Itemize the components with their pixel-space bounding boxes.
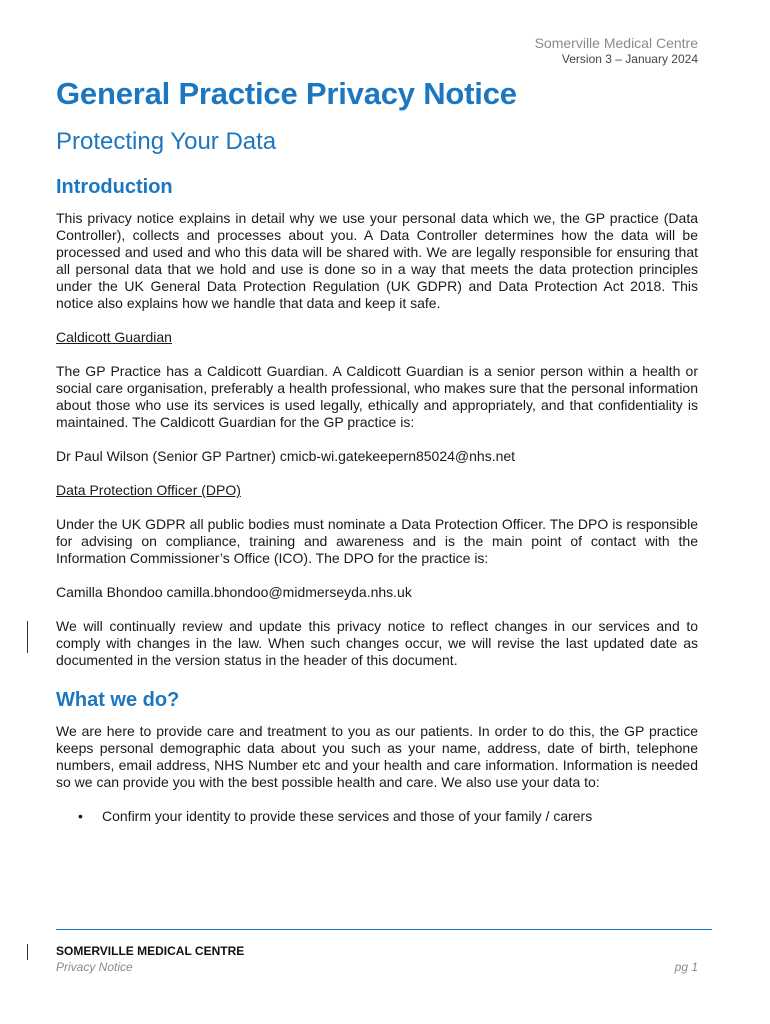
what-we-do-heading: What we do?: [56, 689, 180, 711]
footer-page-number: pg 1: [674, 960, 698, 974]
footer-document-title: Privacy Notice: [56, 960, 133, 974]
document-body: [56, 172, 698, 825]
introduction-paragraph: This privacy notice explains in detail why we use your personal data which we, the GP practice (Data Controller), collects and processes about you. A Data Controller determines how the data will be processed and used and who this data will be shared with. We are legally responsible for ensuring that all personal data that we hold and use is done so in a way that meets the data protection principles under the UK General Data Protection Regulation (UK GDPR) and Data Protection Act 2018. This notice also explains how we handle that data and keep it safe.: [56, 210, 698, 311]
introduction-heading: Introduction: [56, 176, 173, 198]
dpo-paragraph: Under the UK GDPR all public bodies must nominate a Data Protection Officer. The DPO is responsible for advising on compliance, training and awareness and is the main point of contact with the Information Commissioner’s Office (ICO). The DPO for the practice is:: [56, 516, 698, 566]
page-header: [535, 34, 698, 67]
review-paragraph: We will continually review and update this privacy notice to reflect changes in our services and to comply with changes in the law. When such changes occur, we will revise the last updated date as documented in the version status in the header of this document.: [56, 618, 698, 668]
caldicott-contact: Dr Paul Wilson (Senior GP Partner) cmicb-wi.gatekeepern85024@nhs.net: [56, 448, 516, 464]
change-bar: [27, 621, 28, 653]
change-bar: [27, 944, 28, 960]
dpo-contact: Camilla Bhondoo camilla.bhondoo@midmerseyda.nhs.uk: [56, 584, 412, 600]
what-we-do-paragraph: We are here to provide care and treatment to you as our patients. In order to do this, the GP practice keeps personal demographic data about you such as your name, address, date of birth, telephone numbers, email address, NHS Number etc and your health and care information. Information is needed so we can provide you with the best possible health and care. We also use your data to:: [56, 723, 698, 790]
list-item-text: Confirm your identity to provide these services and those of your family / carers: [102, 808, 593, 824]
what-we-do-list: [56, 808, 698, 825]
footer-organisation: SOMERVILLE MEDICAL CENTRE: [56, 944, 245, 958]
page-title: General Practice Privacy Notice: [56, 76, 517, 111]
bullet-icon: •: [78, 808, 83, 824]
caldicott-heading: Caldicott Guardian: [56, 329, 172, 345]
dpo-heading: Data Protection Officer (DPO): [56, 482, 241, 498]
list-item: [56, 808, 698, 825]
footer-divider: [56, 929, 712, 930]
header-version: Version 3 – January 2024: [561, 52, 698, 66]
header-organisation: Somerville Medical Centre: [534, 35, 698, 51]
page-subtitle: Protecting Your Data: [56, 128, 277, 155]
caldicott-paragraph: The GP Practice has a Caldicott Guardian. A Caldicott Guardian is a senior person within a health or social care organisation, preferably a health professional, who makes sure that the personal information about those who use its services is used legally, ethically and appropriately, and that confidentiality is maintained. The Caldicott Guardian for the GP practice is:: [56, 363, 698, 430]
